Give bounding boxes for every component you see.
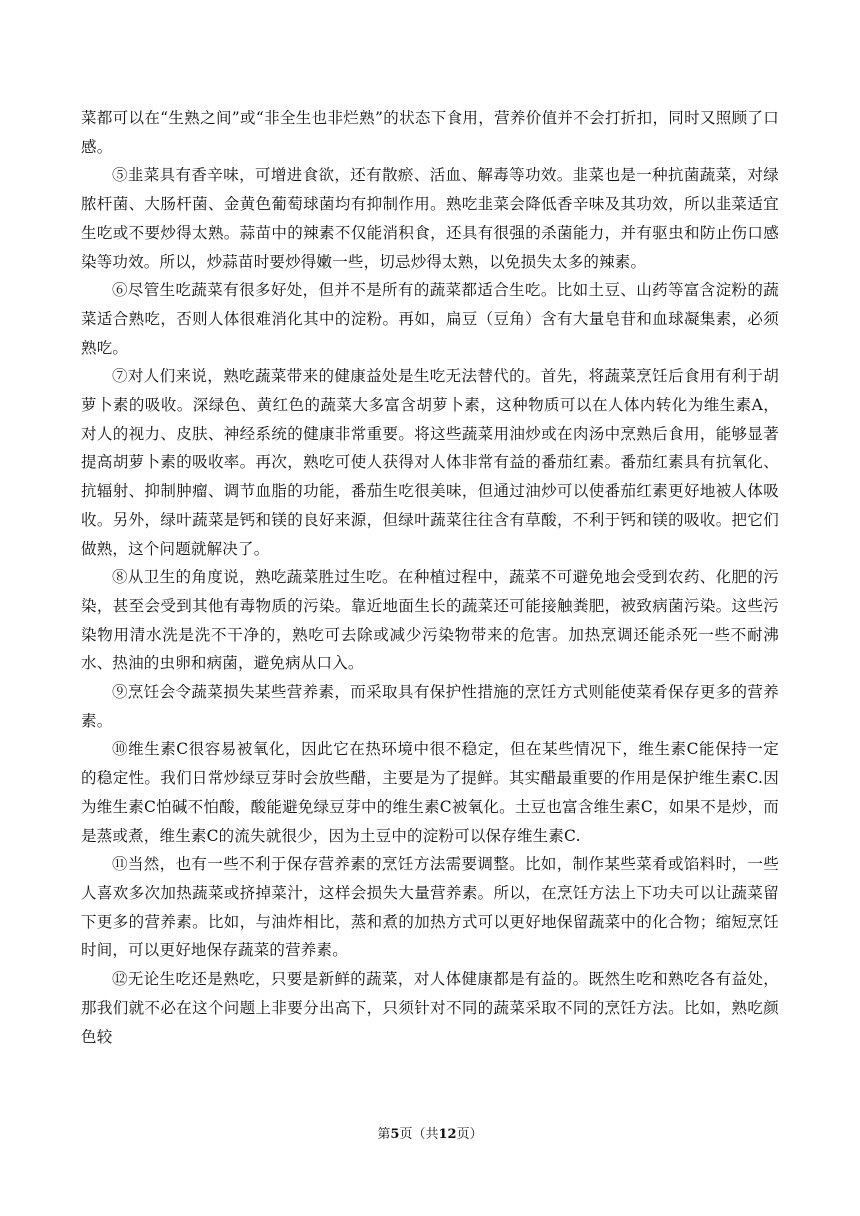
paragraph-5: ⑤韭菜具有香辛味，可增进食欲，还有散瘀、活血、解毒等功效。韭菜也是一种抗菌蔬菜，对绿脓杆菌、大肠杆菌、金黄色葡萄球菌均有抑制作用。熟吃韭菜会降低香辛味及其功效，所以韭菜适宜生吃或不要炒得太熟。蒜苗中的辣素不仅能消积食，还具有很强的杀菌能力，并有驱虫和防止伤口感染等功效。所以，炒蒜苗时要炒得嫩一些，切忌炒得太熟，以免损失太多的辣素。 [81, 166, 779, 271]
paragraph-continuation: 菜都可以在“生熟之间”或“非全生也非烂熟”的状态下食用，营养价值并不会打折扣，同时又照顾了口感。 [81, 109, 779, 156]
paragraph-11: ⑪当然，也有一些不利于保存营养素的烹饪方法需要调整。比如，制作某些菜肴或馅料时，一些人喜欢多次加热蔬菜或挤掉菜汁，这样会损失大量营养素。所以，在烹饪方法上下功夫可以让蔬菜留下更多的营养素。比如，与油炸相比，蒸和煮的加热方式可以更好地保留蔬菜中的化合物；缩短烹饪时间，可以更好地保存蔬菜的营养素。 [81, 855, 779, 960]
paragraph-7: ⑦对人们来说，熟吃蔬菜带来的健康益处是生吃无法替代的。首先，将蔬菜烹饪后食用有利于胡萝卜素的吸收。深绿色、黄红色的蔬菜大多富含胡萝卜素，这种物质可以在人体内转化为维生素A，对人的视力、皮肤、神经系统的健康非常重要。将这些蔬菜用油炒或在肉汤中烹熟后食用，能够显著提高胡萝卜素的吸收率。再次，熟吃可使人获得对人体非常有益的番茄红素。番茄红素具有抗氧化、抗辐射、抑制肿瘤、调节血脂的功能，番茄生吃很美味，但通过油炒可以使番茄红素更好地被人体吸收。另外，绿叶蔬菜是钙和镁的良好来源，但绿叶蔬菜往往含有草酸，不利于钙和镁的吸收。把它们做熟，这个问题就解决了。 [81, 367, 779, 558]
footer-prefix: 第 [377, 1127, 391, 1142]
paragraph-12: ⑫无论生吃还是熟吃，只要是新鲜的蔬菜，对人体健康都是有益的。既然生吃和熟吃各有益处，那我们就不必在这个问题上非要分出高下，只须针对不同的蔬菜采取不同的烹饪方法。比如，熟吃颜色较 [81, 970, 779, 1046]
footer-middle: 页（共 [399, 1127, 439, 1142]
footer-page-number: 5 [390, 1127, 400, 1142]
paragraph-6: ⑥尽管生吃蔬菜有很多好处，但并不是所有的蔬菜都适合生吃。比如土豆、山药等富含淀粉的蔬菜适合熟吃，否则人体很难消化其中的淀粉。再如，扁豆（豆角）含有大量皂苷和血球凝集素，必须熟吃。 [81, 281, 779, 357]
paragraph-8: ⑧从卫生的角度说，熟吃蔬菜胜过生吃。在种植过程中，蔬菜不可避免地会受到农药、化肥的污染，甚至会受到其他有毒物质的污染。靠近地面生长的蔬菜还可能接触粪肥，被致病菌污染。这些污染物用清水洗是洗不干净的，熟吃可去除或减少污染物带来的危害。加热烹调还能杀死一些不耐沸水、热油的虫卵和病菌，避免病从口入。 [81, 568, 779, 673]
page-footer [0, 1126, 860, 1144]
paragraph-9: ⑨烹饪会令蔬菜损失某些营养素，而采取具有保护性措施的烹饪方式则能使菜肴保存更多的营养素。 [81, 683, 779, 730]
paragraph-10: ⑩维生素C很容易被氧化，因此它在热环境中很不稳定，但在某些情况下，维生素C能保持一定的稳定性。我们日常炒绿豆芽时会放些醋，主要是为了提鲜。其实醋最重要的作用是保护维生素C.因为维生素C怕碱不怕酸，酸能避免绿豆芽中的维生素C被氧化。土豆也富含维生素C，如果不是炒，而是蒸或煮，维生素C的流失就很少，因为土豆中的淀粉可以保存维生素C. [81, 740, 779, 845]
footer-total-pages: 12 [438, 1127, 457, 1142]
document-page [81, 104, 779, 1051]
footer-suffix: 页） [456, 1127, 483, 1142]
